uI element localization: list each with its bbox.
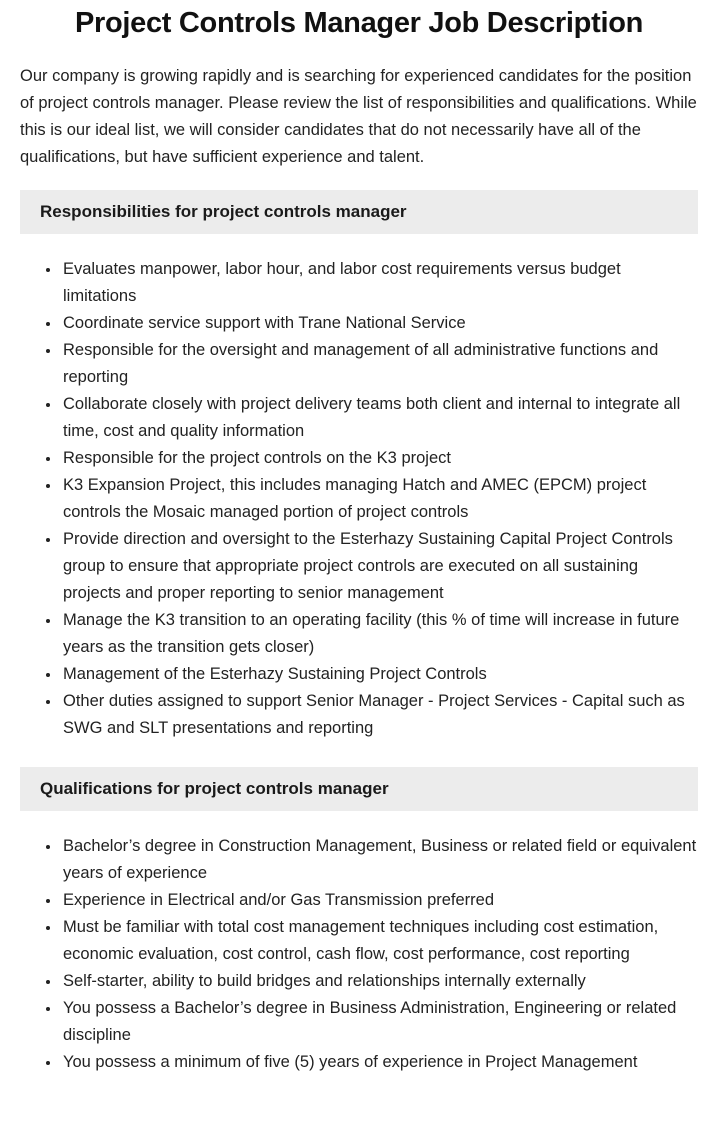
- list-item: • You possess a minimum of five (5) years of experience in Project Management: [61, 1049, 698, 1076]
- list-item: • Bachelor’s degree in Construction Management, Business or related field or equivalent years of experience: [61, 833, 698, 887]
- list-item: • You possess a Bachelor’s degree in Business Administration, Engineering or related discipline: [61, 995, 698, 1049]
- list-item: • Evaluates manpower, labor hour, and labor cost requirements versus budget limitations: [61, 256, 698, 310]
- list-item: • Management of the Esterhazy Sustaining Project Controls: [61, 661, 698, 688]
- list-item: • Self-starter, ability to build bridges and relationships internally externally: [61, 968, 698, 995]
- section-heading-label: Responsibilities for project controls manager: [40, 202, 407, 221]
- list-item: • Provide direction and oversight to the Esterhazy Sustaining Capital Project Controls group to ensure that appropriate project controls are executed on all sustaining projects and proper reporting to senior management: [61, 526, 698, 607]
- list-item: • Coordinate service support with Trane National Service: [61, 310, 698, 337]
- section-header-responsibilities: [20, 190, 698, 234]
- list-item: • Collaborate closely with project delivery teams both client and internal to integrate all time, cost and quality information: [61, 391, 698, 445]
- list-item: • K3 Expansion Project, this includes managing Hatch and AMEC (EPCM) project controls the Mosaic managed portion of project controls: [61, 472, 698, 526]
- section-heading-label: Qualifications for project controls manager: [40, 779, 389, 798]
- section-header-qualifications: [20, 767, 698, 811]
- list-item: • Responsible for the project controls on the K3 project: [61, 445, 698, 472]
- qualifications-list: [20, 833, 698, 1076]
- intro-paragraph: Our company is growing rapidly and is searching for experienced candidates for the position of project controls manager. Please review the list of responsibilities and qualifications. While this is our ideal list, we will consider candidates that do not necessarily have all of the qualifications, but have sufficient experience and talent.: [20, 67, 697, 166]
- list-item: • Experience in Electrical and/or Gas Transmission preferred: [61, 887, 698, 914]
- responsibilities-list: [20, 256, 698, 742]
- list-item: • Other duties assigned to support Senior Manager - Project Services - Capital such as SWG and SLT presentations and reporting: [61, 688, 698, 742]
- list-item: • Responsible for the oversight and management of all administrative functions and reporting: [61, 337, 698, 391]
- list-item: • Must be familiar with total cost management techniques including cost estimation, economic evaluation, cost control, cash flow, cost performance, cost reporting: [61, 914, 698, 968]
- list-item: • Manage the K3 transition to an operating facility (this % of time will increase in future years as the transition gets closer): [61, 607, 698, 661]
- page-title: Project Controls Manager Job Description: [74, 7, 644, 39]
